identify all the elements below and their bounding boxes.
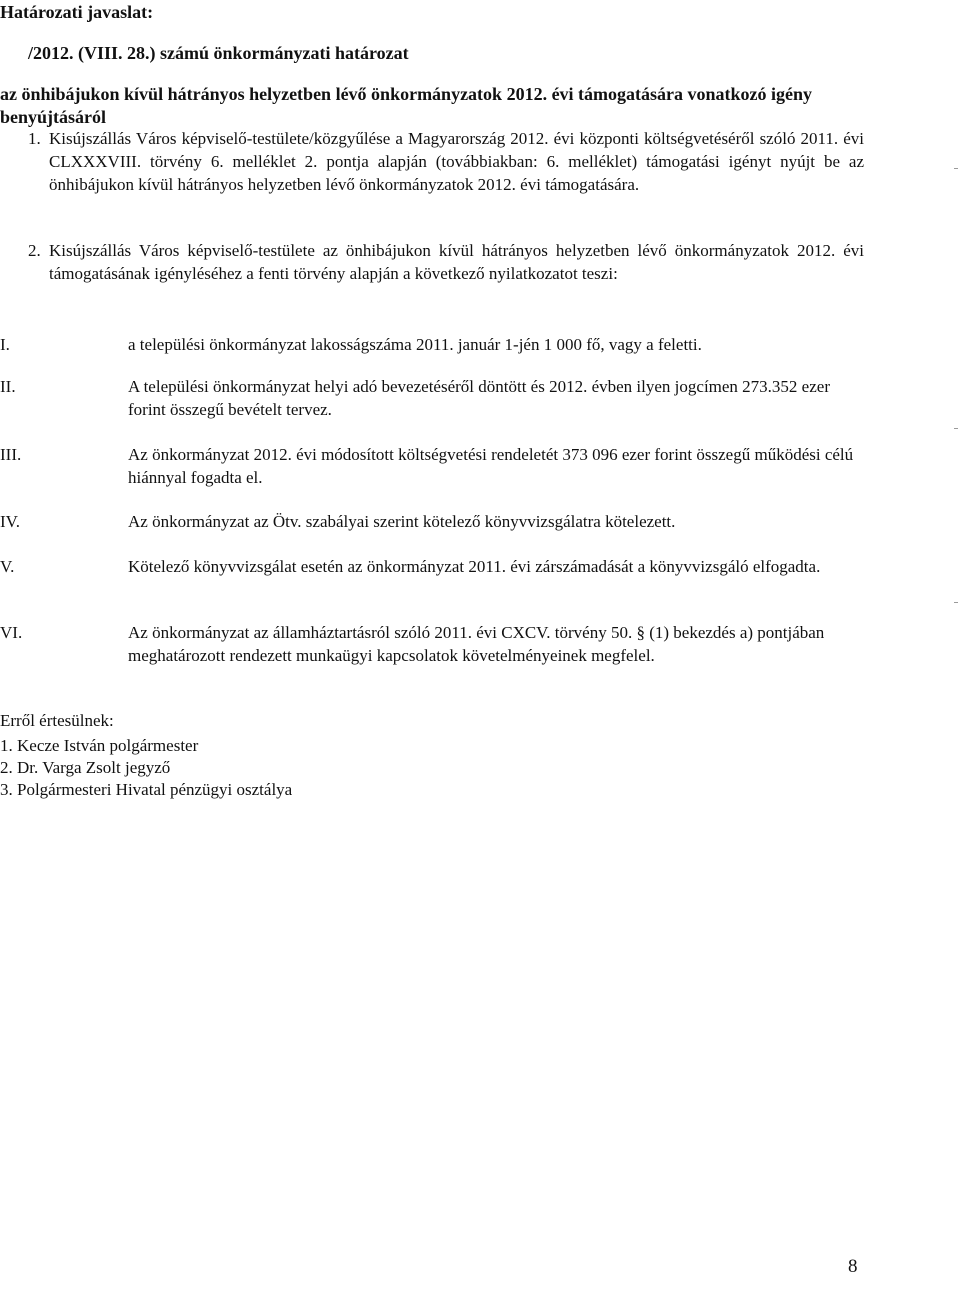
item-text: Az önkormányzat az Ötv. szabályai szerint kötelező könyvvizsgálatra kötelezett.	[128, 512, 676, 531]
list-item: 1. Kecze István polgármester	[0, 736, 199, 755]
item-number: II.	[0, 377, 16, 396]
declaration-item-6	[0, 621, 860, 667]
item-text: Kötelező könyvvizsgálat esetén az önkormányzat 2011. évi zárszámadását a könyvvizsgáló elfogadta.	[128, 557, 821, 576]
declaration-item-2	[0, 375, 860, 421]
scan-mark	[954, 602, 958, 603]
paragraph-text: Kisújszállás Város képviselő-testülete az önhibájukon kívül hátrányos helyzetben lévő önkormányzatok 2012. évi támogatásának igényléséhez a fenti törvény alapján a következő nyilatkozatot teszi:	[49, 241, 864, 283]
item-text: A települési önkormányzat helyi adó bevezetéséről döntött és 2012. évben ilyen jogcímen 273.352 ezer forint összegű bevételt tervez.	[128, 377, 830, 419]
item-number: III.	[0, 445, 22, 464]
resolution-title: az önhibájukon kívül hátrányos helyzetben lévő önkormányzatok 2012. évi támogatására vonatkozó igény benyújtásáról	[0, 84, 813, 127]
heading: Határozati javaslat:	[0, 2, 154, 22]
resolution-number: /2012. (VIII. 28.) számú önkormányzati határozat	[28, 43, 409, 63]
item-number: I.	[0, 335, 10, 354]
declaration-item-4	[0, 510, 860, 533]
recipients-title: Erről értesülnek:	[0, 711, 114, 730]
paragraph-2	[28, 239, 864, 285]
item-text: Az önkormányzat az államháztartásról szóló 2011. évi CXCV. törvény 50. § (1) bekezdés a) pontjában meghatározott rendezett munkaügyi kapcsolatok követelményeinek megfelel.	[128, 623, 825, 665]
item-text: a települési önkormányzat lakosságszáma 2011. január 1-jén 1 000 fő, vagy a feletti.	[128, 335, 702, 354]
paragraph-1	[28, 127, 864, 196]
declaration-item-3	[0, 443, 860, 489]
list-item: 2. Dr. Varga Zsolt jegyző	[0, 758, 171, 777]
item-text: Az önkormányzat 2012. évi módosított költségvetési rendeletét 373 096 ezer forint összegű működési célú hiánnyal fogadta el.	[128, 445, 854, 487]
scan-mark	[954, 428, 958, 429]
recipients-list	[0, 735, 292, 801]
declaration-item-5	[0, 555, 860, 578]
paragraph-number: 1.	[28, 129, 41, 148]
list-item: 3. Polgármesteri Hivatal pénzügyi osztálya	[0, 780, 293, 799]
paragraph-number: 2.	[28, 241, 41, 260]
item-number: V.	[0, 557, 15, 576]
scan-mark	[954, 168, 958, 169]
page-number: 8	[848, 1256, 858, 1277]
item-number: VI.	[0, 623, 23, 642]
declaration-item-1	[0, 333, 860, 356]
paragraph-text: Kisújszállás Város képviselő-testülete/közgyűlése a Magyarország 2012. évi központi költségvetéséről szóló 2011. évi CLXXXVIII. törvény 6. melléklet 2. pontja alapján (továbbiakban: 6. melléklet) támogatási igényt nyújt be az önhibájukon kívül hátrányos helyzetben lévő önkormányzatok 2012. évi támogatására.	[49, 129, 864, 194]
item-number: IV.	[0, 512, 20, 531]
